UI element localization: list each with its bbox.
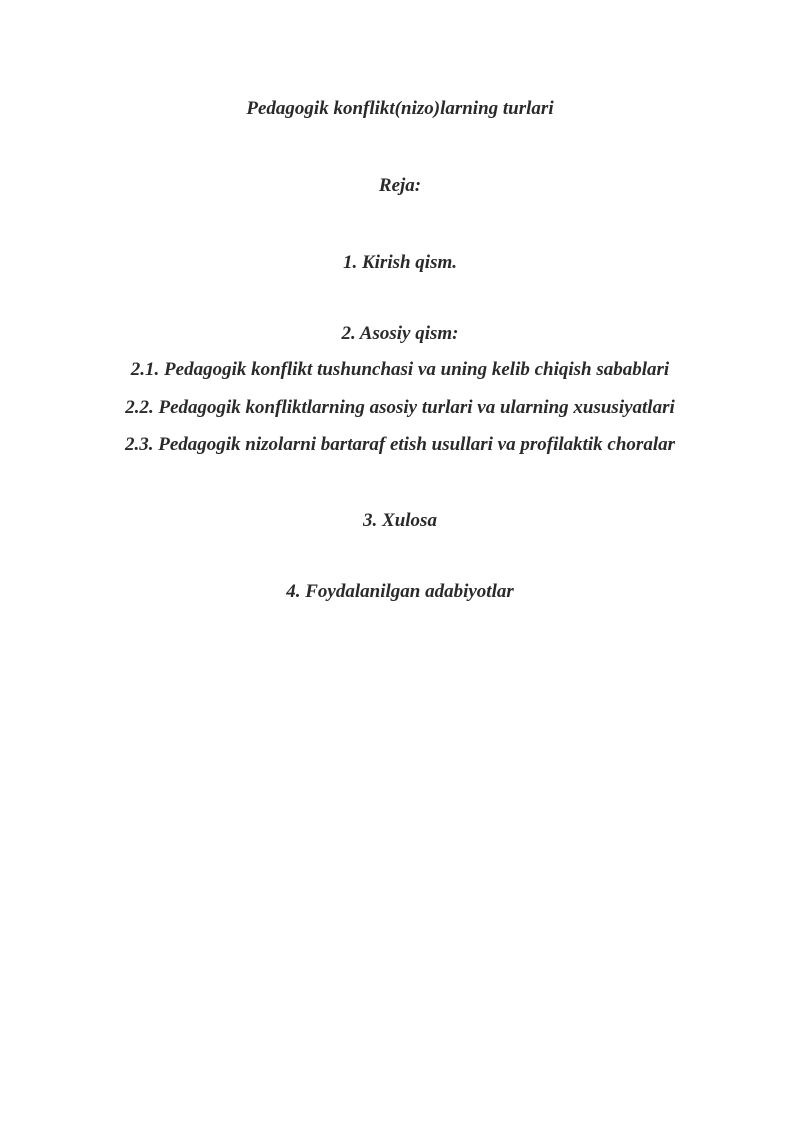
section-references: 4. Foydalanilgan adabiyotlar — [286, 581, 514, 602]
subsection-2-2: 2.2. Pedagogik konfliktlarning asosiy turlari va ularning xususiyatlari — [125, 397, 675, 418]
document-title: Pedagogik konflikt(nizo)larning turlari — [246, 98, 554, 119]
section-introduction: 1. Kirish qism. — [342, 252, 458, 273]
subsection-2-1: 2.1. Pedagogik konflikt tushunchasi va uning kelib chiqish sabablari — [130, 359, 670, 380]
section-conclusion: 3. Xulosa — [363, 510, 437, 531]
plan-heading: Reja: — [378, 175, 422, 196]
subsection-2-3: 2.3. Pedagogik nizolarni bartaraf etish usullari va profilaktik choralar — [124, 434, 676, 455]
section-main-part: 2. Asosiy qism: — [341, 323, 459, 344]
